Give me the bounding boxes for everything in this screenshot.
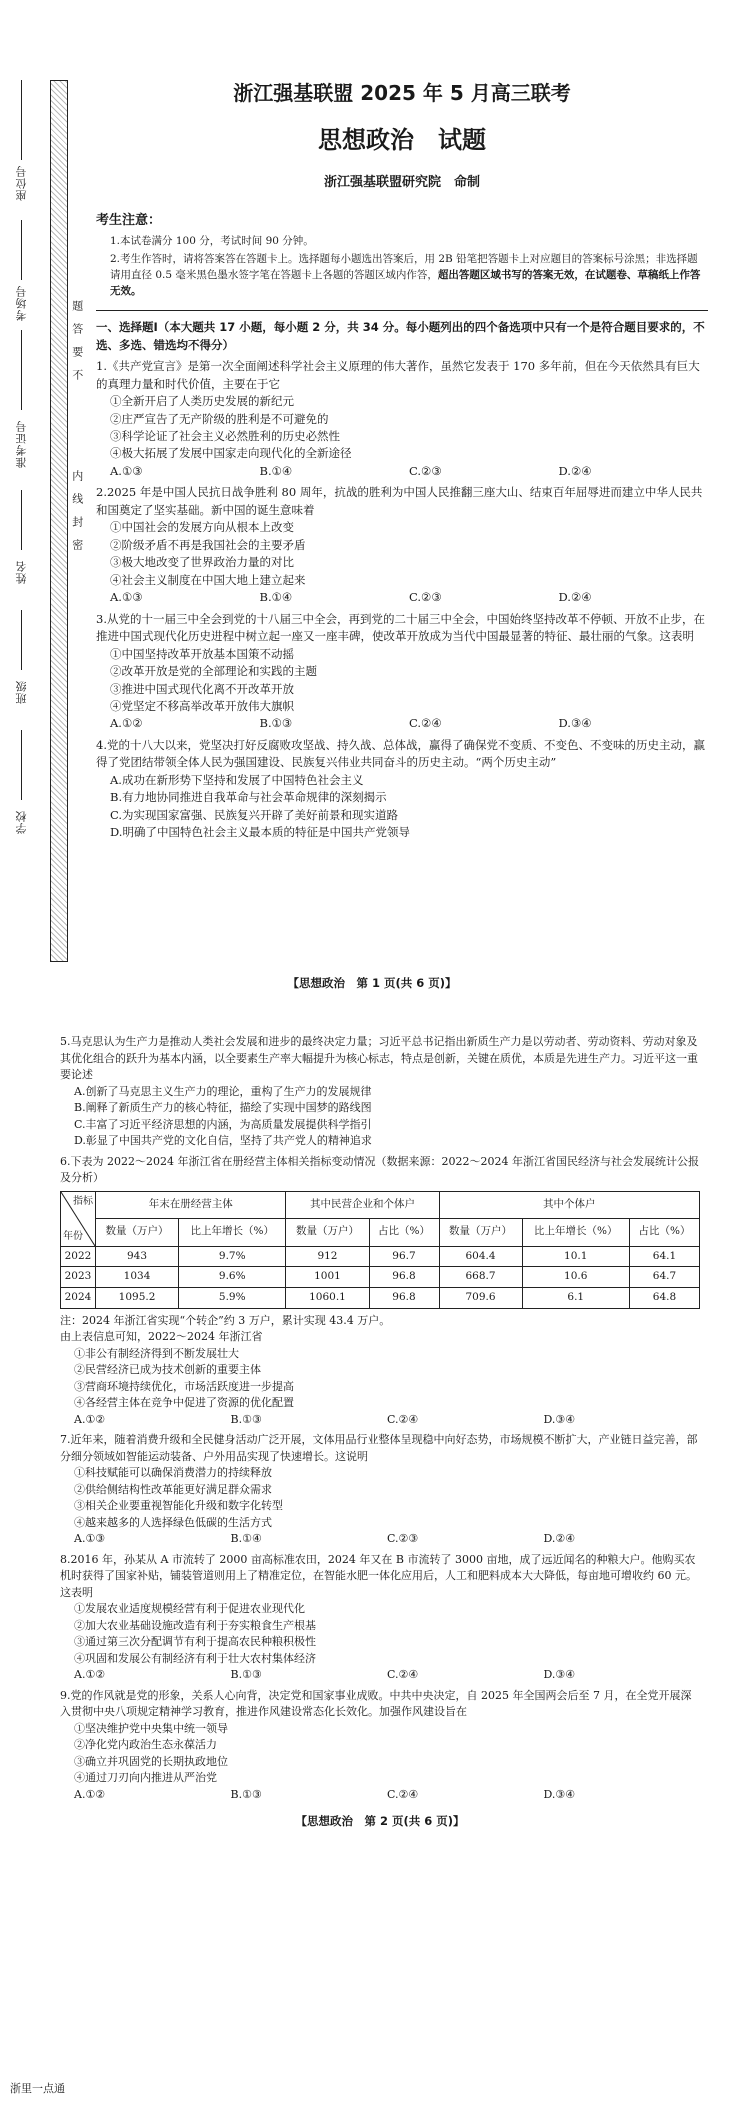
question-lead: 由上表信息可知，2022～2024 年浙江省 bbox=[60, 1330, 263, 1344]
table-subheader: 数量（万户） bbox=[96, 1219, 179, 1247]
table-subheader: 比上年增长（%） bbox=[179, 1219, 286, 1247]
question-9: 9.党的作风就是党的形象，关系人心向背，决定党和国家事业成败。中共中央决定，自 2025 年全国两会后至 7 月，在全党开展深入贯彻中央八项规定精神学习教育，推进作风建设常态化长效化。加强作风建设旨在 ①坚决维护党中央集中统一领导 ②净化党内政治生态永葆活力 ③确立并巩固党的长期执政地位 ④通过刀刃向内推进从严治党 A.①② B.①③ C.②④ D.③④ bbox=[60, 1688, 700, 1804]
notice-bold: 超出答题区域书写的答案无效，在试题卷、草稿纸上作答无效。 bbox=[110, 269, 701, 298]
question-3: 3.从党的十一届三中全会到党的十八届三中全会，再到党的二十届三中全会，中国始终坚持改革不停顿、开放不止步，在推进中国式现代化历史进程中树立起一座又一座丰碑，使改革开放成为当代中国最显著的特征、最壮丽的气象。这表明 ①中国坚持改革开放基本国策不动摇 ②改革开放是党的全部理论和实践的主题 ③推进中国式现代化离不开改革开放 ④党坚定不移高举改革开放伟大旗帜 A.①② B.①③ C.②④ D.③④ bbox=[96, 611, 708, 733]
question-4: 4.党的十八大以来，党坚决打好反腐败攻坚战、持久战、总体战，赢得了确保党不变质、不变色、不变味的历史主动，赢得了党团结带领全体人民为强国建设、民族复兴伟业共同奋斗的历史主动。“两个历史主动” A.成功在新形势下坚持和发展了中国特色社会主义 B.有力地协同推进自我革命与社会革命规律的深刻揭示 C.为实现国家富强、民族复兴开辟了美好前景和现实道路 D.明确了中国特色社会主义最本质的特征是中国共产党领导 bbox=[96, 737, 705, 840]
exam-page-2 bbox=[0, 1030, 744, 2104]
name-line bbox=[21, 490, 22, 550]
divider bbox=[96, 310, 708, 311]
exam-page-1 bbox=[0, 0, 744, 1000]
ticket-line bbox=[21, 330, 22, 410]
section-heading: 一、选择题Ⅰ（本大题共 17 小题，每小题 2 分，共 34 分。每小题列出的四个备选项中只有一个是符合题目要求的，不选、多选、错选均不得分） bbox=[96, 320, 705, 352]
notice-block bbox=[96, 234, 708, 300]
question-1: 1.《共产党宣言》是第一次全面阐述科学社会主义原理的伟大著作，虽然它发表于 170 多年前，但在今天依然具有巨大的真理力量和时代价值，主要在于它 ①全新开启了人类历史发展的新纪元 ②庄严宣告了无产阶级的胜利是不可避免的 ③科学论证了社会主义必然胜利的历史必然性 ④极大拓展了发展中国家走向现代化的全新途径 A.①③ B.①④ C.②③ D.②④ bbox=[96, 358, 708, 480]
question-7: 7.近年来，随着消费升级和全民健身活动广泛开展，文体用品行业整体呈现稳中向好态势，市场规模不断扩大，产业链日益完善，部分细分领域如智能运动装备、户外用品实现了快速增长。这说明 ①科技赋能可以确保消费潜力的持续释放 ②供给侧结构性改革能更好满足群众需求 ③相关企业要重视智能化升级和数字化转型 ④越来越多的人选择绿色低碳的生活方式 A.①③ B.①④ C.②③ D.②④ bbox=[60, 1432, 700, 1548]
table-row: 2022 943 9.7% 912 96.7 604.4 10.1 64.1 bbox=[61, 1246, 700, 1267]
page1-footer: 【思想政治 第 1 页(共 6 页)】 bbox=[287, 976, 457, 990]
seat-label: 座位号 bbox=[15, 165, 28, 201]
name-label: 姓名 bbox=[15, 560, 28, 584]
school-line bbox=[21, 730, 22, 800]
binding-strip bbox=[50, 80, 68, 962]
seat-line bbox=[21, 80, 22, 160]
table-group-header: 年末在册经营主体 bbox=[96, 1191, 286, 1219]
question-8: 8.2016 年，孙某从 A 市流转了 2000 亩高标准农田，2024 年又在 B 市流转了 3000 亩地，成了远近闻名的种粮大户。他购买农机时获得了国家补贴，铺装管道则用上了精准定位，在智能水肥一体化应用后，人工和肥料成本大大降低，每亩地可增收约 60 元。这表明 ①发展农业适度规模经营有利于促进农业现代化 ②加大农业基础设施改造有利于夯实粮食生产根基 ③通过第三次分配调节有利于提高农民种粮积极性 ④巩固和发展公有制经济有利于壮大农村集体经济 A.①② B.①③ C.②④ D.③④ bbox=[60, 1552, 700, 1684]
subject-title: 思想政治 试题 bbox=[318, 126, 486, 155]
table-note: 注：2024 年浙江省实现“个转企”约 3 万户，累计实现 43.4 万户。 bbox=[60, 1313, 391, 1327]
question-5: 5.马克思认为生产力是推动人类社会发展和进步的最终决定力量；习近平总书记指出新质生产力是以劳动者、劳动资料、劳动对象及其优化组合的跃升为基本内涵，以全要素生产率大幅提升为核心标志，特点是创新，关键在质优，本质是先进生产力。习近平这一重要论述 A.创新了马克思主义生产力的理论，重构了生产力的发展规律 B.阐释了新质生产力的核心特征，描绘了实现中国梦的路线图 C.丰富了习近平经济思想的内涵，为高质量发展提供科学指引 D.彰显了中国共产党的文化自信，坚持了共产党人的精神追求 bbox=[60, 1035, 698, 1147]
page2-footer: 【思想政治 第 2 页(共 6 页)】 bbox=[295, 1814, 465, 1829]
answer-choices: A.①② B.①③ C.②④ D.③④ bbox=[74, 1412, 576, 1426]
page2-content bbox=[60, 1030, 700, 1831]
table-row: 2024 1095.2 5.9% 1060.1 96.8 709.6 6.1 64.8 bbox=[61, 1288, 700, 1309]
notice-title: 考生注意： bbox=[96, 212, 162, 228]
answer-choices: A.①② B.①③ C.②④ D.③④ bbox=[74, 1787, 576, 1801]
answer-choices: A.①② B.①③ C.②④ D.③④ bbox=[110, 716, 592, 731]
ticket-label: 准考证号 bbox=[15, 420, 28, 468]
table-subheader: 数量（万户） bbox=[286, 1219, 369, 1247]
author-line: 浙江强基联盟研究院 命制 bbox=[323, 174, 480, 190]
answer-choices: A.①② B.①③ C.②④ D.③④ bbox=[74, 1668, 576, 1682]
table-subheader: 占比（%） bbox=[369, 1219, 439, 1247]
notice-item: 1.本试卷满分 100 分，考试时间 90 分钟。 bbox=[110, 235, 314, 248]
room-line bbox=[21, 220, 22, 280]
question-6: 6.下表为 2022～2024 年浙江省在册经营主体相关指标变动情况（数据来源：2022～2024 年浙江省国民经济与社会发展统计公报及分析） 指标 年份 年末在册经营主体 其中民营企业和个体户 其中个体户 数量（万户） 比上年增长（%） 数量（万户） 占比（%） 数量（万户） 比上年增长（%） 占比（%） 2022 943 9.7% 912 96.7 604.4 10.1 64.1 2023 1034 9.6% 1001 96.8 668.7 10.6 64.7 2024 1095.2 5.9% 1060.1 96.8 709.6 6.1 64.8 注：2024 年浙江省实现“个转企”约 3 万户，累计实现 43.4 万户。 由上表信息可知，2022～2024 年浙江省 ①非公有制经济得到不断发展壮大 ②民营经济已成为技术创新的重要主体 ③营商环境持续优化，市场活跃度进一步提高 ④各经营主体在竞争中促进了资源的优化配置 A.①② B.①③ C.②④ D.③④ bbox=[60, 1154, 700, 1429]
stats-table bbox=[60, 1191, 700, 1309]
class-line bbox=[21, 610, 22, 670]
table-row: 2023 1034 9.6% 1001 96.8 668.7 10.6 64.7 bbox=[61, 1267, 700, 1288]
watermark-text: 浙里一点通 bbox=[10, 2082, 65, 2096]
table-subheader: 占比（%） bbox=[629, 1219, 699, 1247]
class-label: 班级 bbox=[15, 680, 28, 704]
notice-item: 2.考生作答时，请将答案答在答题卡上。选择题每小题选出答案后，用 2B 铅笔把答题卡上对应题目的答案标号涂黑；非选择题请用直径 0.5 毫米黑色墨水签字笔在答题卡上各题的答题区域内作答，超出答题区域书写的答案无效，在试题卷、草稿纸上作答无效。 bbox=[110, 253, 701, 298]
answer-choices: A.①③ B.①④ C.②③ D.②④ bbox=[110, 590, 592, 605]
table-group-header: 其中个体户 bbox=[439, 1191, 700, 1219]
table-subheader: 比上年增长（%） bbox=[522, 1219, 629, 1247]
page1-content bbox=[96, 0, 708, 842]
question-2: 2.2025 年是中国人民抗日战争胜利 80 周年，抗战的胜利为中国人民推翻三座大山、结束百年屈辱进而建立中华人民共和国奠定了坚实基础。新中国的诞生意味着 ①中国社会的发展方向从根本上改变 ②阶级矛盾不再是我国社会的主要矛盾 ③极大地改变了世界政治力量的对比 ④社会主义制度在中国大地上建立起来 A.①③ B.①④ C.②③ D.②④ bbox=[96, 484, 708, 606]
seal-text-1: 题答要不 bbox=[70, 300, 84, 392]
table-corner: 指标 年份 bbox=[61, 1191, 96, 1246]
answer-choices: A.①③ B.①④ C.②③ D.②④ bbox=[110, 463, 592, 478]
exam-title: 浙江强基联盟 2025 年 5 月高三联考 bbox=[233, 81, 571, 105]
table-subheader: 数量（万户） bbox=[439, 1219, 522, 1247]
seal-text-2: 内线封密 bbox=[70, 470, 84, 562]
school-label: 学校 bbox=[15, 810, 28, 834]
room-label: 考场号 bbox=[15, 285, 28, 321]
table-group-header: 其中民营企业和个体户 bbox=[286, 1191, 439, 1219]
answer-choices: A.①③ B.①④ C.②③ D.②④ bbox=[74, 1532, 576, 1546]
